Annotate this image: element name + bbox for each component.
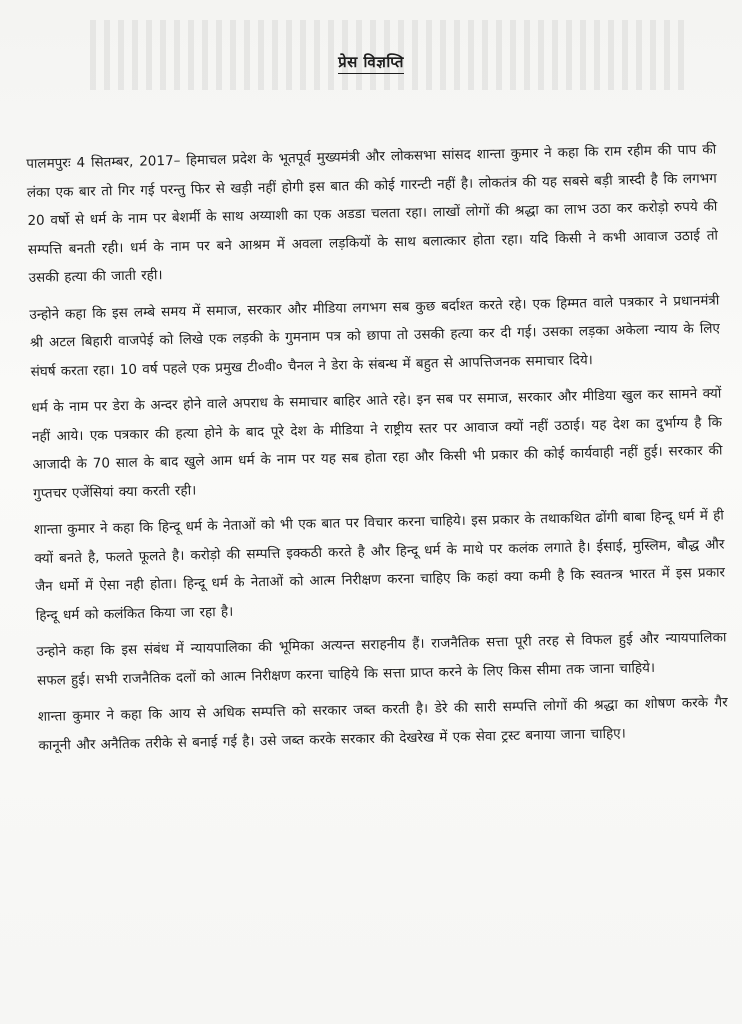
paragraph-6: शान्ता कुमार ने कहा कि आय से अधिक सम्पत्ति को सरकार जब्त करती है। डेरे की सारी सम्पत्ति लोगों की श्रद्धा का शोषण करके गैर कानूनी और अनैतिक तरीके से बनाई गई है। उसे जब्त करके सरकार की देखरेख में एक सेवा ट्रस्ट बनाया जाना चाहिए। bbox=[37, 694, 728, 754]
paragraph-5: उन्होने कहा कि इस संबंध में न्यायपालिका की भूमिका अत्यन्त सराहनीय हैं। राजनैतिक सत्ता पूरी तरह से विफल हुई और न्यायपालिका सफल हुई। सभी राजनैतिक दलों को आत्म निरीक्षण करना चाहिये कि सत्ता प्राप्त करने के लिए किस सीमा तक जाना चाहिये। bbox=[36, 629, 727, 689]
page-title-text: प्रेस विज्ञप्ति bbox=[338, 53, 404, 74]
press-release-body bbox=[26, 136, 729, 768]
paragraph-1: पालमपुरः 4 सितम्बर, 2017– हिमाचल प्रदेश के भूतपूर्व मुख्यमंत्री और लोकसभा सांसद शान्ता कुमार ने कहा कि राम रहीम की पाप की लंका एक बार तो गिर गई परन्तु फिर से खड़ी नहीं होगी इस बात की कोई गारन्टी नहीं है। लोकतंत्र की यह सबसे बड़ी त्रास्दी है कि लगभग 20 वर्षो से धर्म के नाम पर बेशर्मी के साथ अय्याशी का एक अडडा चलता रहा। लाखों लोगों की श्रद्धा का लाभ उठा कर करोड़ो रुपये की सम्पत्ति बनती रही। धर्म के नाम पर बने आश्रम में अवला लड़कियों के साथ बलात्कार होता रहा। यदि किसी ने कभी आवाज उठाई तो उसकी हत्या की जाती रही। bbox=[26, 141, 719, 286]
paragraph-4: शान्ता कुमार ने कहा कि हिन्दू धर्म के नेताओं को भी एक बात पर विचार करना चाहिये। इस प्रकार के तथाकथित ढोंगी बाबा हिन्दू धर्म में ही क्यों बनते है, फलते फूलते है। करोड़ो की सम्पत्ति इक्कठी करते है और हिन्दू धर्म के माथे पर कलंक लगाते है। ईसाई, मुस्लिम, बौद्ध और जैन धर्मो में ऐसा नही होता। हिन्दू धर्म के नेताओं को आत्म निरीक्षण करना चाहिए कि कहां क्या कमी है कि स्वतन्त्र भारत में इस प्रकार हिन्दू धर्म को कलंकित किया जा रहा है। bbox=[33, 507, 726, 624]
page-title bbox=[0, 52, 742, 72]
paragraph-2: उन्होने कहा कि इस लम्बे समय में समाज, सरकार और मीडिया लगभग सब कुछ बर्दाश्त करते रहे। एक हिम्मत वाले पत्रकार ने प्रधानमंत्री श्री अटल बिहारी वाजपेई को लिखे एक लड़की के गुमनाम पत्र को छापा तो उसकी हत्या कर दी गई। उसका लड़का अकेला न्याय के लिए संघर्ष करता रहा। 10 वर्ष पहले एक प्रमुख टी०वी० चैनल ने डेरा के संबन्ध में बहुत से आपत्तिजनक समाचार दिये। bbox=[29, 292, 721, 380]
paragraph-3: धर्म के नाम पर डेरा के अन्दर होने वाले अपराध के समाचार बाहिर आते रहे। इन सब पर समाज, सरकार और मीडिया खुल कर सामने क्यों नहीं आये। एक पत्रकार की हत्या होने के बाद पूरे देश के मीडिया ने राष्ट्रीय स्तर पर आवाज क्यों नहीं उठाई। यह देश का दुर्भाग्य है कि आजादी के 70 साल के बाद खुले आम धर्म के नाम पर यह सब होता रहा और किसी भी प्रकार की कोई कार्यवाही नहीं हुई। सरकार की गुप्तचर एजेंसियां क्या करती रही। bbox=[31, 385, 723, 502]
